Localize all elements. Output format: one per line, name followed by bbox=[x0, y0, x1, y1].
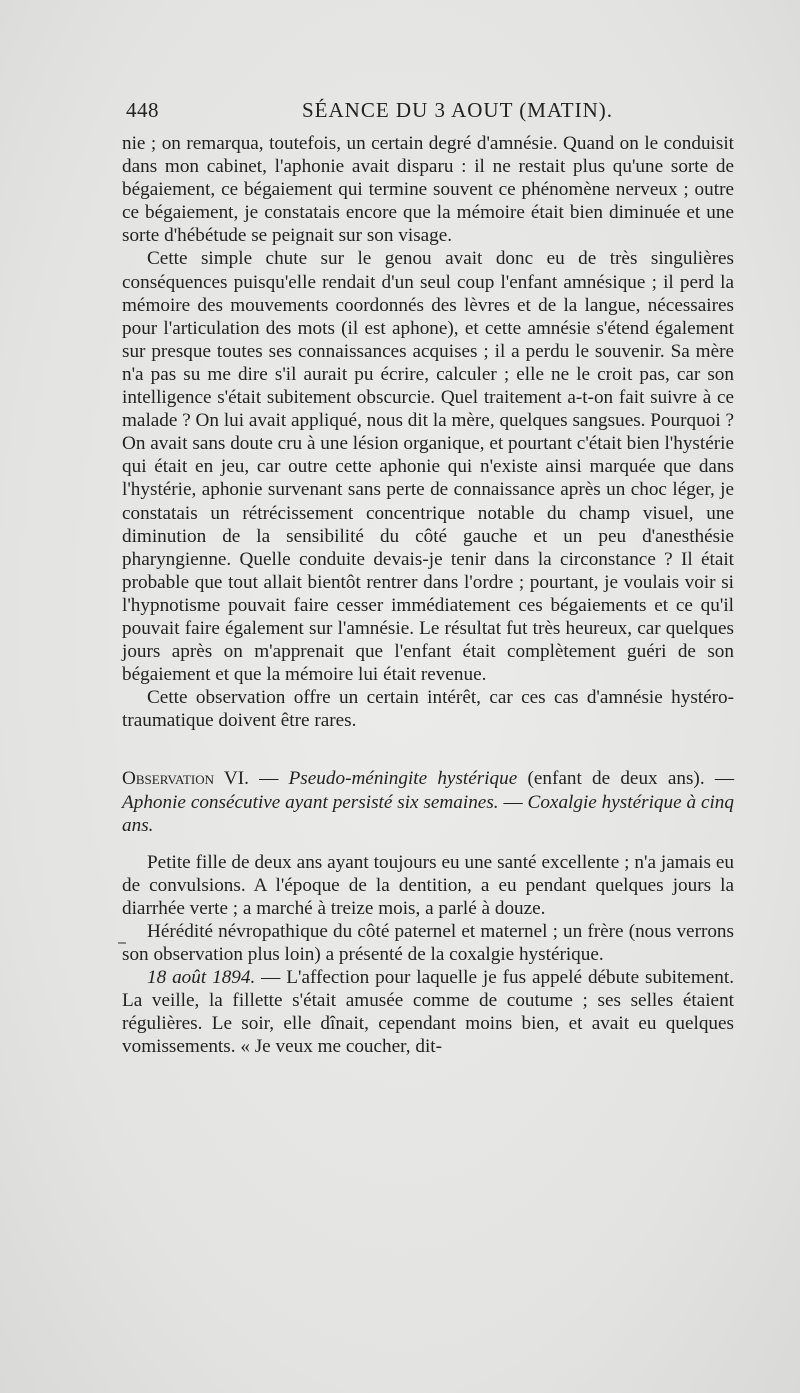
observation-coxalgie: Coxalgie hystérique à cinq ans. bbox=[122, 791, 734, 836]
paragraph-1: nie ; on remarqua, toutefois, un certain degré d'amnésie. Quand on le conduisit dans mon cabinet, l'aphonie avait disparu : il ne restait plus qu'une sorte de bégaiement, ce bégaiement qui termine souvent ce phénomène nerveux ; outre ce bégaiement, je constatais encore que la mémoire était bien diminuée et une sorte d'hébétude se peignait sur son visage. bbox=[122, 133, 734, 247]
paragraph-6 bbox=[122, 966, 734, 1058]
date-entry: 18 août 1894. bbox=[147, 967, 256, 989]
page-number: 448 bbox=[126, 98, 159, 122]
running-head: SÉANCE DU 3 AOUT (MATIN). bbox=[302, 98, 614, 122]
observation-label: Observation VI. bbox=[122, 768, 249, 790]
observation-dash-1: — bbox=[248, 768, 289, 790]
observation-title: Pseudo-méningite hystérique bbox=[288, 768, 518, 790]
page-body bbox=[122, 132, 734, 1059]
paragraph-4: Petite fille de deux ans ayant toujours eu une santé excellente ; n'a jamais eu de convulsions. A l'époque de la dentition, a eu pendant quelques jours la diarrhée verte ; a marché à treize mois, a parlé à douze. bbox=[122, 851, 734, 919]
margin-mark bbox=[118, 942, 126, 944]
observation-dash-3: — bbox=[498, 791, 528, 813]
page-header bbox=[122, 98, 734, 128]
observation-aphonie: Aphonie consécutive ayant persisté six semaines. bbox=[122, 791, 499, 813]
paragraph-5: Hérédité névropathique du côté paternel et maternel ; un frère (nous verrons son observation plus loin) a présenté de la coxalgie hystérique. bbox=[122, 921, 734, 966]
observation-heading bbox=[122, 767, 734, 836]
paragraph-2: Cette simple chute sur le genou avait donc eu de très singulières conséquences puisqu'elle rendait d'un seul coup l'enfant amnésique ; il perd la mémoire des mouvements coordonnés des lèvres et de la langue, nécessaires pour l'articulation des mots (il est aphone), et cette amnésie s'étend également sur presque toutes ses connaissances acquises ; il a perdu le souvenir. Sa mère n'a pas su me dire s'il aurait pu écrire, calculer ; elle ne le croit pas, car son intelligence s'était subitement obscurcie. Quel traitement a-t-on fait suivre à ce malade ? On lui avait appliqué, nous dit la mère, quelques sangsues. Pourquoi ? On avait sans doute cru à une lésion organique, et pourtant c'était bien l'hystérie qui était en jeu, car outre cette aphonie qui n'existe ainsi marquée que dans l'hystérie, aphonie survenant sans perte de connaissance après un choc léger, je constatais un rétrécissement concentrique notable du champ visuel, une diminution de la sensibilité du côté gauche et un peu d'anesthésie pharyngienne. Quelle conduite devais-je tenir dans la circonstance ? Il était probable que tout allait bientôt rentrer dans l'ordre ; pourtant, je voulais voir si l'hypnotisme pouvait faire cesser immédiatement ces bégaiements et ce qu'il pouvait faire également sur l'amnésie. Le résultat fut très heureux, car quelques jours après on m'apprenait que l'enfant était complètement guéri de son bégaiement et que la mémoire lui était revenue. bbox=[122, 248, 734, 686]
paragraph-6-text: — L'affection pour laquelle je fus appelé débute subitement. La veille, la fillette s'était amusée comme de coutume ; ses selles étaient régulières. Le soir, elle dînait, cependant moins bien, et avait eu quelques vomissements. « Je veux me coucher, dit- bbox=[122, 967, 734, 1058]
paragraph-3: Cette observation offre un certain intérêt, car ces cas d'amnésie hystéro-traumatique doivent être rares. bbox=[122, 687, 734, 732]
observation-age: (enfant de deux ans). bbox=[517, 768, 715, 790]
observation-dash-2: — bbox=[714, 768, 735, 790]
